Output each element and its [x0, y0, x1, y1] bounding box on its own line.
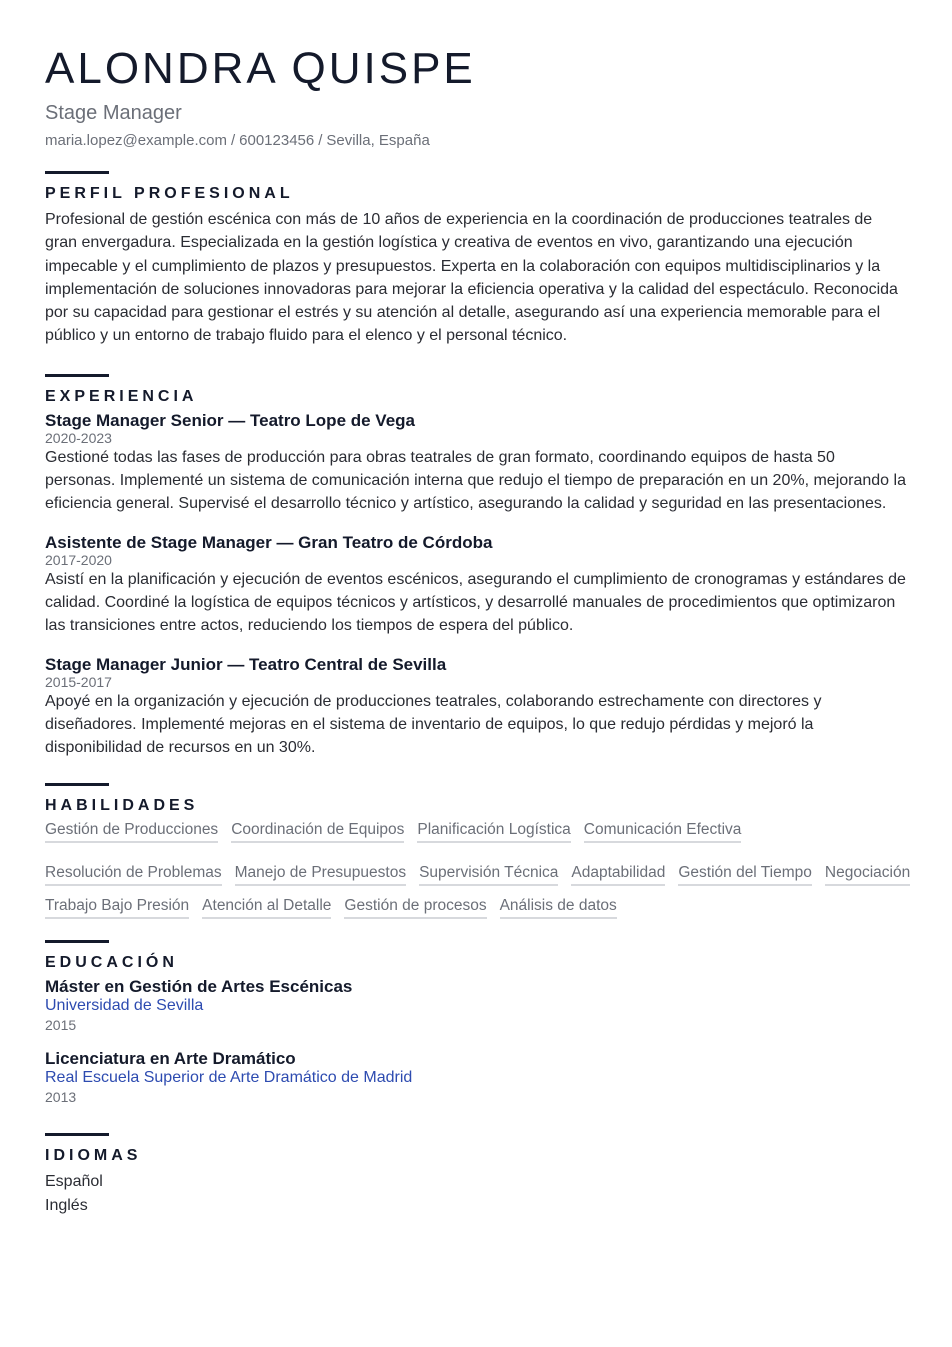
job-dates: 2020-2023	[45, 429, 112, 446]
section-languages	[45, 1133, 907, 1218]
skill-tag: Atención al Detalle	[202, 896, 331, 919]
skill-tag: Gestión del Tiempo	[678, 863, 812, 886]
job-heading: Stage Manager Senior — Teatro Lope de Vega	[45, 410, 415, 430]
skill-tag: Negociación	[825, 863, 910, 886]
section-experience	[45, 374, 907, 760]
skill-tag: Gestión de procesos	[344, 896, 486, 919]
contact-separator: /	[230, 132, 236, 149]
education-year: 2015	[45, 1017, 77, 1034]
language-item: Inglés	[45, 1197, 88, 1215]
skill-tag: Coordinación de Equipos	[231, 820, 404, 843]
skill-tag: Manejo de Presupuestos	[235, 863, 406, 886]
section-title-skills: HABILIDADES	[45, 797, 199, 815]
section-title-experience: EXPERIENCIA	[45, 387, 198, 405]
skill-tag: Resolución de Problemas	[45, 863, 222, 886]
contact-phone[interactable]: 600123456	[239, 132, 315, 149]
skill-tag: Supervisión Técnica	[419, 863, 558, 886]
candidate-name: ALONDRA QUISPE	[45, 44, 476, 93]
job-dates: 2015-2017	[45, 673, 112, 690]
job-dates: 2017-2020	[45, 551, 112, 568]
section-divider	[45, 374, 109, 377]
skill-tag: Adaptabilidad	[571, 863, 665, 886]
candidate-role: Stage Manager	[45, 102, 182, 124]
job-description: Apoyé en la organización y ejecución de producciones teatrales, colaborando estrechamente con directores y diseñadores. Implementé mejoras en el sistema de inventario de equipos, lo que redujo pérdidas y mejoró la disponibilidad de recursos en un 30%.	[45, 692, 822, 757]
skill-tag: Trabajo Bajo Presión	[45, 896, 189, 919]
resume-header	[45, 46, 907, 150]
education-year: 2013	[45, 1089, 77, 1106]
skill-tag: Análisis de datos	[500, 896, 617, 919]
section-education	[45, 940, 907, 1107]
education-item	[45, 977, 907, 1035]
profile-summary: Profesional de gestión escénica con más de 10 años de experiencia en la coordinación de producciones teatrales de gran envergadura. Especializada en la gestión logística y creativa de eventos en vivo, garantizando una ejecución impecable y el cumplimiento de plazos y presupuestos. Experta en la colaboración con equipos multidisciplinarios y la implementación de soluciones innovadoras para mejorar la eficiencia operativa y la calidad del espectáculo. Reconocida por su capacidad para gestionar el estrés y su atención al detalle, asegurando así una experiencia memorable para el público y un entorno de trabajo fluido para el elenco y el personal técnico.	[45, 211, 898, 345]
section-profile	[45, 171, 907, 348]
experience-item	[45, 655, 907, 760]
education-degree: Máster en Gestión de Artes Escénicas	[45, 977, 353, 997]
experience-item	[45, 411, 907, 516]
contact-email[interactable]: maria.lopez@example.com	[45, 132, 227, 149]
education-degree: Licenciatura en Arte Dramático	[45, 1049, 296, 1069]
job-heading: Asistente de Stage Manager — Gran Teatro de Córdoba	[45, 532, 493, 552]
skill-tag: Comunicación Efectiva	[584, 820, 742, 843]
education-item	[45, 1049, 907, 1107]
section-divider	[45, 940, 109, 943]
contact-line	[45, 132, 907, 150]
contact-location: Sevilla, España	[326, 132, 430, 149]
skill-tag: Gestión de Producciones	[45, 820, 218, 843]
job-description: Gestioné todas las fases de producción para obras teatrales de gran formato, coordinando equipos de hasta 50 personas. Implementé un sistema de comunicación interna que redujo el tiempo de preparación en un 20%, mejorando la eficiencia general. Supervisé el desarrollo técnico y artístico, asegurando la calidad y seguridad en las presentaciones.	[45, 448, 906, 513]
section-title-profile: PERFIL PROFESIONAL	[45, 185, 294, 202]
skills-list	[45, 820, 915, 919]
education-school: Universidad de Sevilla	[45, 997, 204, 1015]
language-item: Español	[45, 1173, 103, 1191]
section-divider	[45, 171, 109, 174]
section-title-education: EDUCACIÓN	[45, 954, 178, 972]
skill-tag: Planificación Logística	[417, 820, 570, 843]
section-divider	[45, 1133, 109, 1136]
education-school: Real Escuela Superior de Arte Dramático de Madrid	[45, 1069, 413, 1087]
section-skills	[45, 783, 911, 919]
contact-separator: /	[318, 132, 323, 149]
section-divider	[45, 783, 109, 786]
job-description: Asistí en la planificación y ejecución de eventos escénicos, asegurando el cumplimiento de cronogramas y estándares de calidad. Coordiné la logística de equipos técnicos y artísticos, y desarrollé manuales de procedimientos que optimizaron las transiciones entre actos, reduciendo los tiempos de espera del público.	[45, 570, 906, 635]
experience-item	[45, 533, 907, 638]
job-heading: Stage Manager Junior — Teatro Central de Sevilla	[45, 654, 447, 674]
section-title-languages: IDIOMAS	[45, 1147, 142, 1165]
